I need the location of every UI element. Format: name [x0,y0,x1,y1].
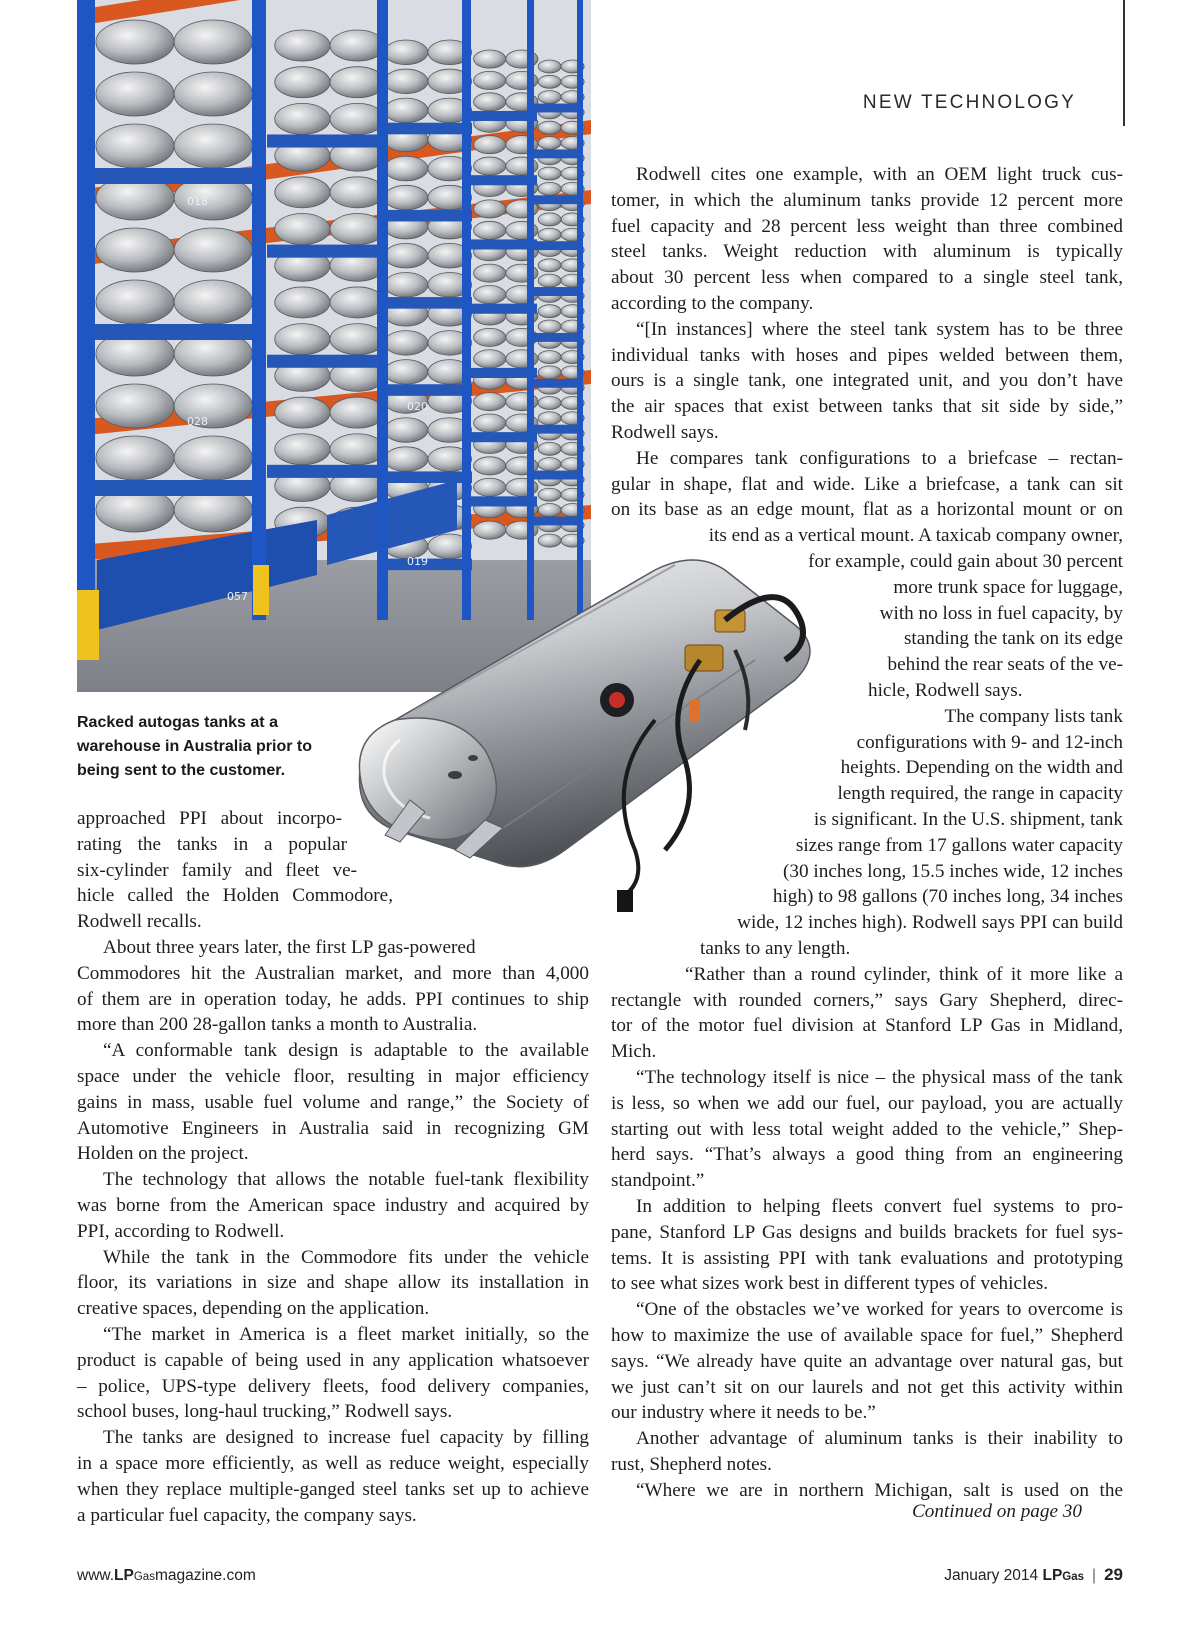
rack-tank [330,177,385,208]
right-text-line: with no loss in fuel capacity, by [879,602,1123,624]
blue-pallet [377,123,472,135]
rack-tank [96,124,174,168]
rack-tank [538,305,561,318]
right-text-line: pane, Stanford LP Gas designs and builds brackets for fuel sys- [611,1221,1123,1243]
left-text-line: The technology that allows the notable fuel-tank flexibility [103,1169,589,1191]
rack-tank [474,71,506,89]
pallet-tag: 020 [407,400,428,413]
rack-tank [384,40,428,65]
right-text-line: more trunk space for luggage, [893,576,1123,598]
right-text-line: “[In instances] where the steel tank system has to be three [636,318,1123,340]
right-text-line: gular in shape, flat and wide. Like a briefcase, a tank can sit [611,473,1123,495]
rack-tank [174,280,252,324]
rack-upright [577,0,583,620]
rack-tank [474,50,506,68]
blue-pallet [532,516,582,525]
rack-tank [96,436,174,480]
rack-tank [538,136,561,149]
footer-folio [944,1565,1123,1585]
rack-tank [96,72,174,116]
yellow-guard [77,590,99,660]
right-text-line: steel tanks. Weight reduction with aluminum is typically [611,241,1123,263]
right-text-line: fuel capacity and 28 percent less weight than three combined [611,215,1123,237]
left-text-line: Rodwell recalls. [77,911,202,933]
rack-tank [174,384,252,428]
rack-tank [538,366,561,379]
rack-tank [174,124,252,168]
rack-tank [330,214,385,245]
header-rule [1123,0,1125,126]
blue-pallet [467,432,537,442]
right-text-line: “The technology itself is nice – the physical mass of the tank [636,1067,1123,1088]
left-text-line: hicle called the Holden Commodore, [77,885,393,907]
rack-tank [384,331,428,356]
blue-pallet [467,496,537,506]
rack-tank [538,167,561,180]
rack-tank [474,157,506,175]
left-text-line: of them are in operation today, he adds. PPI continues to ship [77,988,589,1010]
left-text-line: Holden on the project. [77,1143,249,1165]
url-suffix: magazine.com [154,1567,256,1584]
url-gas: Gas [133,1571,155,1583]
left-text-line: approached PPI about incorpo- [77,808,342,829]
right-text-line: herd says. “That’s always a good thing from an engineering [611,1144,1123,1166]
left-text-line: six-cylinder family and fleet ve- [77,859,357,881]
left-text-line: While the tank in the Commodore fits under the vehicle [103,1246,589,1268]
left-text-line: Commodores hit the Australian market, and more than 4,000 [77,962,589,984]
blue-pallet [267,465,387,478]
rack-tank [384,360,428,385]
right-text-line: In addition to helping fleets convert fuel systems to pro- [636,1196,1123,1217]
caption-line: warehouse in Australia prior to [77,738,313,755]
right-text-line: (30 inches long, 15.5 inches wide, 12 inches [783,860,1123,882]
left-text-line: space under the vehicle floor, resulting in major efficiency [77,1066,589,1087]
blue-pallet [87,168,257,184]
left-text-line: About three years later, the first LP gas-powered [103,937,476,958]
right-text-line: the air spaces that exist between tanks that sit side by side,” [611,396,1123,418]
rack-tank [384,447,428,472]
right-text-line: to see what sizes work best in different types of vehicles. [611,1273,1049,1295]
left-text-line: “The market in America is a fleet market initially, so the [103,1324,589,1345]
rack-tank [174,20,252,64]
left-text-line: rating the tanks in a popular [77,833,347,855]
rack-tank [474,457,506,475]
rack-tank [174,228,252,272]
right-text-line: high) to 98 gallons (70 inches long, 34 inches [772,886,1123,908]
footer-url[interactable] [77,1567,256,1585]
right-text-line: individual tanks with hoses and pipes welded between them, [611,344,1123,366]
blue-pallet [532,195,582,204]
rack-tank [474,521,506,539]
right-text-line: “Rather than a round cylinder, think of it more like a [685,963,1123,985]
left-text-line: gains in mass, usable fuel volume and range,” the Society of [77,1091,589,1113]
brand-lp: LP [1042,1567,1063,1584]
right-text-line: its end as a vertical mount. A taxicab company owner, [708,525,1123,547]
right-text-line: on its base as an edge mount, flat as a horizontal mount or on [611,499,1123,521]
rack-tank [538,121,561,134]
right-text-line: configurations with 9- and 12-inch [856,731,1123,753]
pallet-tag: 019 [407,555,428,568]
rack-tank [538,396,561,409]
rack-tank [474,286,506,304]
rack-tank [384,243,428,268]
right-text-line: Rodwell cites one example, with an OEM light truck cus- [636,164,1123,185]
right-text-line: wide, 12 inches high). Rodwell says PPI can build [737,912,1123,934]
blue-pallet [532,287,582,296]
right-text-line: says. “We already have quite an advantage over natural gas, but [611,1350,1123,1372]
right-text-line: Another advantage of aluminum tanks is their inability to [636,1428,1123,1450]
url-prefix: www. [77,1567,115,1584]
left-text-line: The tanks are designed to increase fuel capacity by filling [103,1427,589,1449]
right-text-line: tems. It is assisting PPI with tank evaluations and prototyping [611,1247,1123,1269]
right-text-line: hicle, Rodwell says. [868,680,1023,701]
aluminum-tank-photo [355,550,885,940]
right-text-line: tomer, in which the aluminum tanks provide 12 percent more [611,189,1123,211]
rack-tank [330,434,385,465]
rack-tank [174,72,252,116]
blue-pallet [532,425,582,434]
right-text-line: we just can’t sit on our laurels and not get this activity within [611,1376,1123,1398]
rack-tank [96,280,174,324]
rack-tank [538,320,561,333]
blue-pallet [532,471,582,480]
continued-note: Continued on page 30 [911,1501,1082,1522]
blue-pallet [377,384,472,396]
pallet-tag: 028 [187,415,208,428]
rack-tank [538,458,561,471]
blue-pallet [87,480,257,496]
photo-caption [77,711,357,783]
right-text-line: The company lists tank [944,705,1123,727]
rack-tank [538,60,561,73]
rack-tank [275,177,330,208]
right-text-line: is less, so when we add our fuel, our payload, you are actually [611,1092,1123,1114]
rack-tank [384,418,428,443]
rack-tank [330,287,385,318]
rack-tank [275,103,330,134]
right-text-line: Mich. [611,1041,657,1063]
rack-tank [538,182,561,195]
folio-separator: | [1092,1567,1097,1584]
rack-tank [474,350,506,368]
blue-pallet [532,241,582,250]
rack-tank [538,259,561,272]
rack-tank [474,414,506,432]
right-text-line: rectangle with rounded corners,” says Gary Shepherd, direc- [611,989,1123,1011]
rack-tank [275,434,330,465]
left-text-line: “A conformable tank design is adaptable to the available [103,1040,589,1062]
right-text-line: according to the company. [611,293,814,314]
rack-tank [330,67,385,98]
rack-tank [275,324,330,355]
rack-tank [538,412,561,425]
url-lp: LP [114,1567,134,1584]
right-text-line: our industry where it needs to be.” [611,1402,876,1424]
rack-tank [330,397,385,428]
blue-pallet [467,239,537,249]
rack-tank [275,214,330,245]
blue-pallet [267,134,387,147]
right-text-line: how to maximize the use of available space for fuel,” Shepherd [611,1325,1123,1346]
rack-tank [538,213,561,226]
rack-upright [77,0,95,620]
rack-tank [174,436,252,480]
caption-line: Racked autogas tanks at a [77,714,278,731]
rack-tank [330,30,385,61]
rack-tank [538,351,561,364]
right-text-line: behind the rear seats of the ve- [887,654,1123,676]
page-number: 29 [1104,1565,1123,1584]
right-text-line: ours is a single tank, one integrated unit, and you don’t have [611,370,1123,392]
right-text-line: sizes range from 17 gallons water capacity [795,834,1123,856]
rack-upright [252,0,266,620]
yellow-guard [253,565,269,615]
blue-pallet [532,333,582,342]
right-text-line: Rodwell says. [611,422,719,443]
left-text-line: more than 200 28-gallon tanks a month to Australia. [77,1014,478,1036]
rack-tank [384,185,428,210]
rack-tank [275,30,330,61]
rack-tank [538,91,561,104]
section-label: NEW TECHNOLOGY [862,92,1076,113]
left-text-line: Automotive Engineers in Australia said in recognizing GM [77,1117,589,1139]
right-text-line: heights. Depending on the width and [840,757,1123,779]
right-text-line: tanks to any length. [700,938,851,959]
blue-pallet [532,149,582,158]
left-text-line: product is capable of being used in any application whatsoever [77,1349,589,1371]
right-text-line: is significant. In the U.S. shipment, tank [813,809,1123,830]
blue-pallet [267,355,387,368]
left-text-line: PPI, according to Rodwell. [77,1220,285,1242]
rack-tank [384,272,428,297]
rack-tank [474,478,506,496]
right-text-line: for example, could gain about 30 percent [808,551,1123,572]
blue-pallet [87,324,257,340]
blue-pallet [467,304,537,314]
rack-tank [538,442,561,455]
rack-tank [538,274,561,287]
rack-tank [384,69,428,94]
right-text-line: starting out with less total weight added to the vehicle,” Shep- [611,1118,1123,1140]
left-text-line: a particular fuel capacity, the company says. [77,1504,417,1526]
rack-upright [377,0,388,620]
rack-tank [474,136,506,154]
rack-upright [527,0,534,620]
rack-tank [384,98,428,123]
issue-date: January 2014 [944,1567,1039,1584]
rack-tank [474,93,506,111]
right-text-line: standing the tank on its edge [903,628,1123,650]
left-text-line: was borne from the American space industry and acquired by [77,1195,589,1216]
blue-pallet [377,297,472,309]
pallet-tag: 057 [227,590,248,603]
blue-pallet [532,379,582,388]
left-text-line: school buses, long-haul trucking,” Rodwell says. [77,1401,453,1423]
right-text-line: tor of the motor fuel division at Stanford LP Gas in Midland, [611,1015,1123,1037]
rack-tank [96,228,174,272]
right-text-line: rust, Shepherd notes. [611,1454,772,1475]
rack-tank [384,156,428,181]
left-text-line: when they replace multiple-ganged steel tanks set up to achieve [77,1478,589,1500]
rack-tank [538,228,561,241]
blue-pallet [467,368,537,378]
rack-upright [462,0,471,620]
right-text-line: length required, the range in capacity [837,783,1123,805]
rack-tank [474,200,506,218]
blue-pallet [267,245,387,258]
rack-tank [538,534,561,547]
rack-tank [538,488,561,501]
right-text-line: about 30 percent less when compared to a single steel tank, [611,267,1123,289]
rack-tank [330,324,385,355]
rack-tank [96,384,174,428]
caption-line: being sent to the customer. [77,762,286,779]
left-text-line: creative spaces, depending on the application. [77,1298,430,1320]
rack-tank [330,103,385,134]
right-text-line: standpoint.” [611,1170,705,1192]
rack-tank [538,504,561,517]
brand-gas: Gas [1062,1571,1085,1583]
left-text-line: – police, UPS-type delivery fleets, food delivery companies, [77,1375,589,1397]
blue-pallet [532,104,582,113]
blue-pallet [377,210,472,222]
rack-tank [275,287,330,318]
blue-pallet [467,175,537,185]
rack-tank [474,393,506,411]
rack-tank [474,328,506,346]
right-text-line: “One of the obstacles we’ve worked for years to overcome is [636,1299,1123,1321]
rack-tank [538,75,561,88]
blue-pallet [467,111,537,121]
left-text-line: in a space more efficiently, as well as reduce weight, especially [77,1453,589,1474]
right-text-line: He compares tank configurations to a briefcase – rectan- [636,447,1123,469]
rack-tank [275,397,330,428]
left-text-line: floor, its variations in size and shape allow its installation in [77,1272,589,1294]
rack-tank [96,20,174,64]
blue-pallet [377,471,472,483]
rack-tank [474,221,506,239]
pallet-tag: 018 [187,195,208,208]
right-text-line: “Where we are in northern Michigan, salt is used on the [636,1479,1123,1501]
rack-tank [474,264,506,282]
rack-tank [275,67,330,98]
